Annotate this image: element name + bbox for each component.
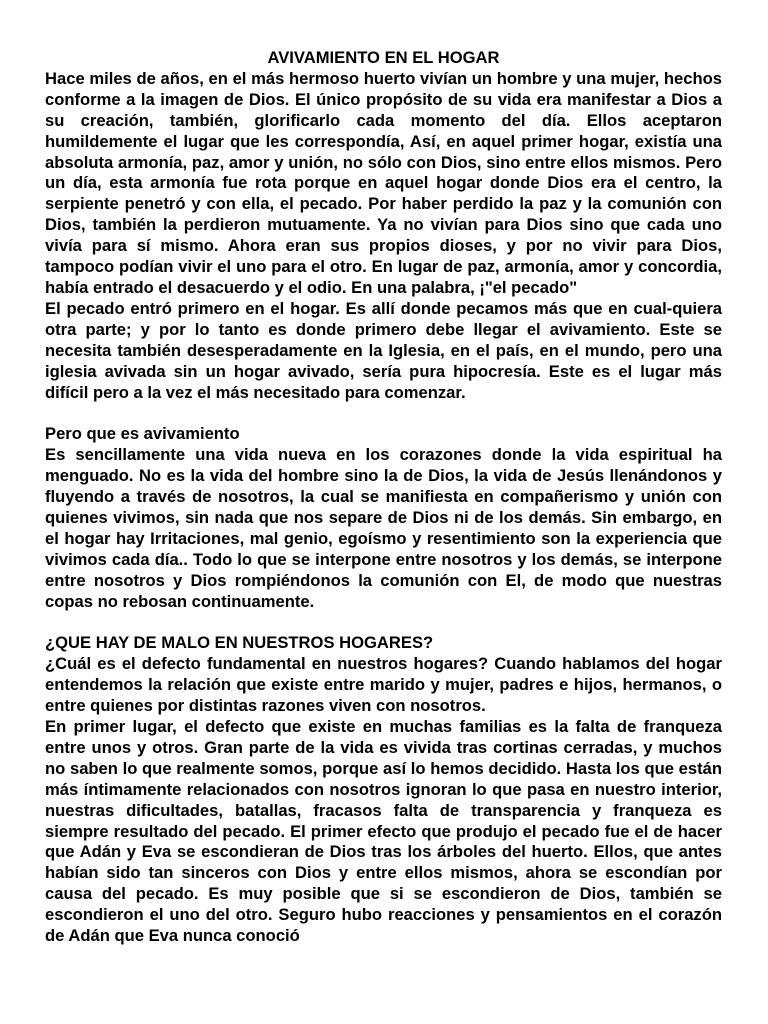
paragraph-spacer: [45, 403, 722, 424]
document-page: [45, 48, 722, 947]
paragraph-intro: Hace miles de años, en el más hermoso huerto vivían un hombre y una mujer, hechos conforme a la imagen de Dios. El único propósito de su vida era manifestar a Dios a su creación, también, glorificarlo cada momento del día. Ellos aceptaron humildemente el lugar que les correspondía, Así, en aquel primer hogar, existía una absoluta armonía, paz, amor y unión, no sólo con Dios, sino entre ellos mismos. Pero un día, esta armonía fue rota porque en aquel hogar donde Dios era el centro, la serpiente penetró y con ella, el pecado. Por haber perdido la paz y la comunión con Dios, también la perdieron mutuamente. Ya no vivían para Dios sino que cada uno vivía para sí mismo. Ahora eran sus propios dioses, y por no vivir para Dios, tampoco podían vivir el uno para el otro. En lugar de paz, armonía, amor y concordia, había entrado el desacuerdo y el odio. En una palabra, ¡"el pecado": [45, 68, 722, 297]
section-heading-homes: ¿QUE HAY DE MALO EN NUESTROS HOGARES?: [45, 633, 434, 653]
section-heading-revival: Pero que es avivamiento: [45, 424, 240, 444]
document-title: AVIVAMIENTO EN EL HOGAR: [267, 48, 500, 67]
paragraph-revival-definition: Es sencillamente una vida nueva en los corazones donde la vida espiritual ha menguado. No es la vida del hombre sino la de Dios, la vida de Jesús llenándonos y fluyendo a través de nosotros, la cual se manifiesta en compañerismo y unión con quienes vivimos, sin nada que nos separe de Dios ni de los demás. Sin embargo, en el hogar hay Irritaciones, mal genio, egoísmo y resentimiento son la experiencia que vivimos cada día.. Todo lo que se interpone entre nosotros y los demás, se interpone entre nosotros y Dios rompiéndonos la comunión con El, de modo que nuestras copas no rebosan continuamente.: [45, 445, 722, 611]
paragraph-sin-in-home: El pecado entró primero en el hogar. Es allí donde pecamos más que en cual-quiera otra parte; y por lo tanto es donde primero debe llegar el avivamiento. Este se necesita también desesperadamente en la Iglesia, en el país, en el mundo, pero una iglesia avivada sin un hogar avivado, sería pura hipocresía. Este es el lugar más difícil pero a la vez el más necesitado para comenzar.: [45, 298, 722, 402]
paragraph-lack-of-frankness: En primer lugar, el defecto que existe en muchas familias es la falta de franqueza entre unos y otros. Gran parte de la vida es vivida tras cortinas cerradas, y muchos no saben lo que realmente somos, porque así lo hemos decidido. Hasta los que están más íntimamente relacionados con nosotros ignoran lo que pasa en nuestro interior, nuestras dificultades, batallas, fracasos falta de transparencia y franqueza es siempre resultado del pecado. El primer efecto que produjo el pecado fue el de hacer que Adán y Eva se escondieran de Dios tras los árboles del huerto. Ellos, que antes habían sido tan sinceros con Dios y entre ellos mismos, ahora se escondían por causa del pecado. Es muy posible que si se escondieron de Dios, también se escondieron el uno del otro. Seguro hubo reacciones y pensamientos en el corazón de Adán que Eva nunca conoció: [45, 716, 722, 946]
paragraph-fundamental-defect: ¿Cuál es el defecto fundamental en nuestros hogares? Cuando hablamos del hogar entendemos la relación que existe entre marido y mujer, padres e hijos, hermanos, o entre quienes por distintas razones viven con nosotros.: [45, 654, 722, 716]
paragraph-spacer: [45, 612, 722, 633]
